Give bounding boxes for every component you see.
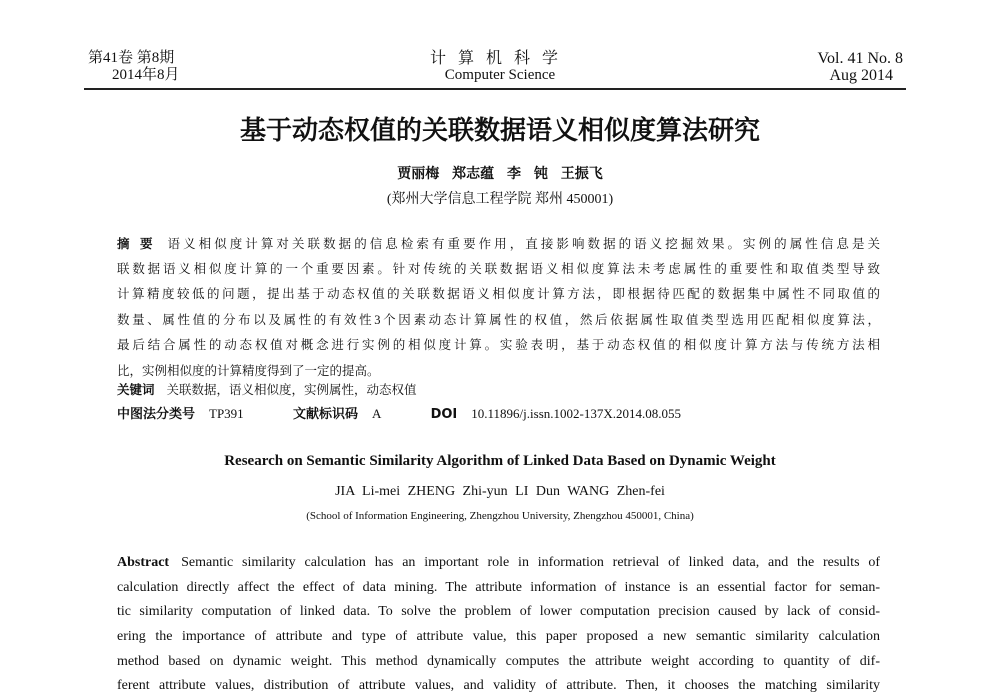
authors-cn: 贾丽梅 郑志蕴 李 钝 王振飞 <box>397 166 603 182</box>
doi-value: 10.11896/j.issn.1002-137X.2014.08.055 <box>471 406 681 421</box>
journal-issue-en <box>818 50 904 84</box>
abstract-en-line: method based on dynamic weight. This method dynamically computes the attribute weight according to quantity of dif- <box>117 653 880 669</box>
affiliation-en: (School of Information Engineering, Zhengzhou University, Zhengzhou 450001, China) <box>306 510 694 522</box>
journal-name-cn: 计算机科学 <box>429 50 570 67</box>
abstract-en-label: Abstract <box>117 555 170 570</box>
volume-issue-cn: 第41卷 第8期 <box>88 50 175 66</box>
keywords-label: 关键词 <box>117 382 155 397</box>
date-cn: 2014年8月 <box>112 67 180 83</box>
doc-code-value: A <box>371 406 382 421</box>
paper-title-cn: 基于动态权值的关联数据语义相似度算法研究 <box>239 116 760 146</box>
abstract-cn <box>117 231 880 384</box>
journal-name-en: Computer Science <box>444 67 556 83</box>
abstract-en-line: Semantic similarity calculation has an important role in information retrieval of linked data, and the results of <box>181 555 880 570</box>
header-rule <box>84 88 906 90</box>
keywords-value: 关联数据，语义相似度，实例属性，动态权值 <box>166 383 417 397</box>
abstract-cn-line: 计算精度较低的问题，提出基于动态权值的关联数据语义相似度计算方法，即根据待匹配的数据集中属性不同取值的 <box>117 287 880 301</box>
paper-title-en: Research on Semantic Similarity Algorithm of Linked Data Based on Dynamic Weight <box>224 453 776 469</box>
keywords-cn <box>117 379 880 401</box>
doi-label: DOI <box>430 407 458 422</box>
abstract-en-line: ferent attribute values, distribution of attribute values, and validity of attribute. Then, it chooses the matching similarity <box>117 678 880 694</box>
abstract-cn-line: 联数据语义相似度计算的一个重要因素。针对传统的关联数据语义相似度算法未考虑属性的重要性和取值类型导致 <box>117 261 880 276</box>
abstract-en-line: tic similarity computation of linked data. To solve the problem of lower computation precision caused by lack of consid- <box>117 604 880 620</box>
classification-line <box>117 403 695 422</box>
abstract-en-line: ering the importance of attribute and type of attribute value, this paper proposed a new semantic similarity calculation <box>117 629 880 645</box>
date-en: Aug 2014 <box>829 67 893 84</box>
abstract-cn-line: 最后结合属性的动态权值对概念进行实例的相似度计算。实验表明，基于动态权值的相似度计算方法与传统方法相 <box>117 338 880 352</box>
clc-value: TP391 <box>209 406 244 421</box>
abstract-en <box>117 551 880 699</box>
clc-label: 中图法分类号 <box>117 407 196 422</box>
abstract-cn-label: 摘 要 <box>117 236 156 251</box>
doc-code-label: 文献标识码 <box>292 407 358 422</box>
authors-en: JIA Li-mei ZHENG Zhi-yun LI Dun WANG Zhen-fei <box>335 484 665 499</box>
affiliation-cn: (郑州大学信息工程学院 郑州 450001) <box>386 192 614 207</box>
abstract-cn-line: 数量、属性值的分布以及属性的有效性3个因素动态计算属性的权值，然后依据属性取值类型选用匹配相似度算法， <box>117 312 880 327</box>
abstract-en-line: calculation directly affect the effect of data mining. The attribute information of instance is an essential factor for seman- <box>117 579 880 595</box>
abstract-cn-line: 语义相似度计算对关联数据的信息检索有重要作用，直接影响数据的语义挖掘效果。实例的属性信息是关 <box>167 237 880 251</box>
volume-issue-en: Vol. 41 No. 8 <box>817 50 903 67</box>
abstract-cn-line: 比，实例相似度的计算精度得到了一定的提高。 <box>117 363 380 378</box>
